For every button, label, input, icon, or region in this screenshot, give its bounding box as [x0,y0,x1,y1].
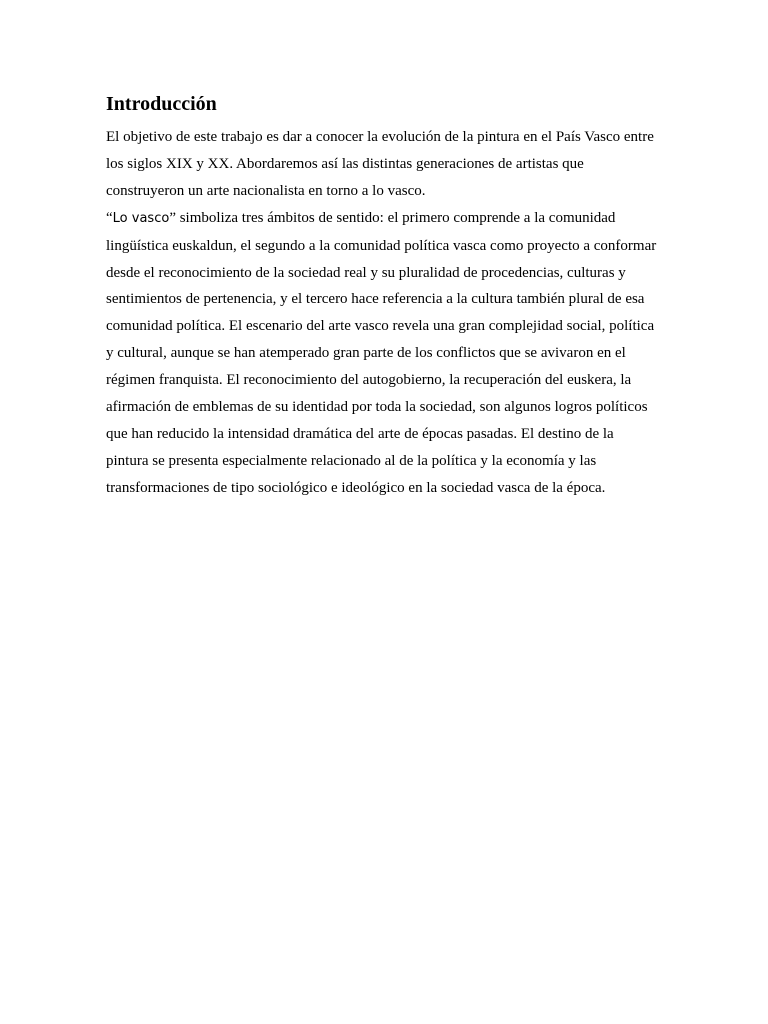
paragraph-line: comunidad política. El escenario del arte vasco revela una gran complejidad social, política [106,318,655,335]
paragraph-line: que han reducido la intensidad dramática del arte de épocas pasadas. El destino de la [106,425,614,442]
quote-line-rest: ” simboliza tres ámbitos de sentido: el primero comprende a la comunidad [169,209,616,226]
paragraph-line: y cultural, aunque se han atemperado gran parte de los conflictos que se avivaron en el [106,345,626,362]
paragraph-line: afirmación de emblemas de su identidad por toda la sociedad, son algunos logros políticos [106,399,648,416]
paragraph-line: lingüística euskaldun, el segundo a la comunidad política vasca como proyecto a conformar [106,237,657,254]
paragraph-line: El objetivo de este trabajo es dar a conocer la evolución de la pintura en el País Vasco entre [106,129,654,145]
paragraph-line: los siglos XIX y XX. Abordaremos así las distintas generaciones de artistas que [106,155,584,172]
paragraph-line: sentimientos de pertenencia, y el tercero hace referencia a la cultura también plural de esa [106,291,645,308]
section-heading: Introducción [106,93,217,115]
paragraph-line: régimen franquista. El reconocimiento del autogobierno, la recuperación del euskera, la [106,372,632,389]
paragraph-line: pintura se presenta especialmente relacionado al de la política y la economía y las [106,452,597,469]
paragraph-line: transformaciones de tipo sociológico e ideológico en la sociedad vasca de la época. [106,479,606,496]
paragraph-line: desde el reconocimiento de la sociedad real y su pluralidad de procedencias, culturas y [106,264,626,281]
paragraph-line: construyeron un arte nacionalista en torno a lo vasco. [106,182,426,199]
document-body [106,90,666,502]
paragraph-line-quote [106,205,666,233]
quoted-term: Lo vasco [112,210,170,226]
open-quote: “ [106,209,113,226]
